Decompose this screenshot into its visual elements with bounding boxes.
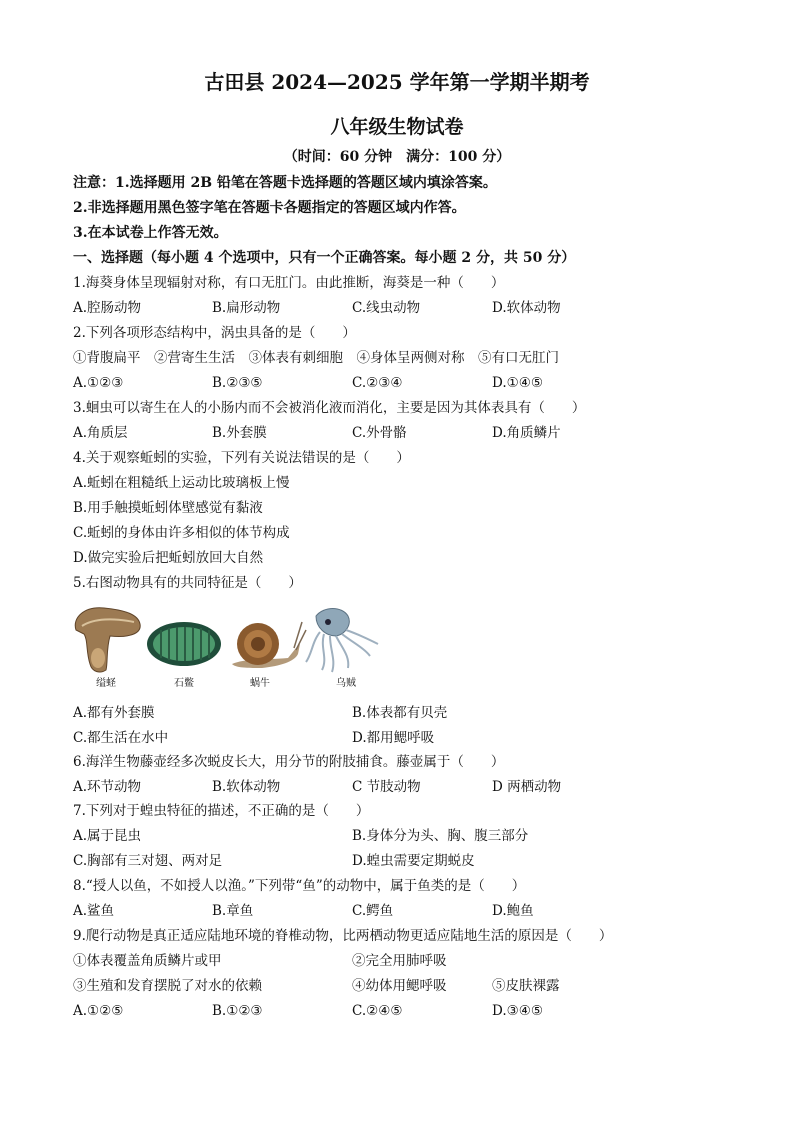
q2-items: ①背腹扁平 ②营寄生生活 ③体表有刺细胞 ④身体呈两侧对称 ⑤有口无肛门 — [73, 350, 559, 366]
q4-option-b: B.用手触摸蚯蚓体壁感觉有黏液 — [73, 500, 263, 516]
section-heading: 一、选择题（每小题 4 个选项中，只有一个正确答案。每小题 2 分，共 50 分） — [73, 250, 576, 266]
question-7-stem: 7.下列对于蝗虫特征的描述，不正确的是（ ） — [73, 803, 370, 819]
q9-option-a: A.①②⑤ — [73, 1003, 124, 1019]
question-1-stem: 1.海葵身体呈现辐射对称，有口无肛门。由此推断，海葵是一种（ ） — [73, 275, 505, 291]
note-1: 注意：1.选择题用 2B 铅笔在答题卡选择题的答题区域内填涂答案。 — [73, 175, 497, 191]
q6-option-d: D 两栖动物 — [492, 779, 562, 795]
q9-option-b: B.①②③ — [212, 1003, 263, 1019]
q9-option-d: D.③④⑤ — [492, 1003, 543, 1019]
razor-clam-image — [75, 608, 140, 672]
q5-option-c: C.都生活在水中 — [73, 730, 169, 746]
q3-option-a: A.角质层 — [73, 425, 128, 441]
q5-option-a: A.都有外套膜 — [73, 705, 155, 721]
q9-item-2: ②完全用肺呼吸 — [352, 953, 447, 969]
q8-option-c: C.鳄鱼 — [352, 903, 394, 919]
q2-option-b: B.②③⑤ — [212, 375, 263, 391]
caption-chiton: 石鳖 — [174, 678, 194, 689]
q4-option-c: C.蚯蚓的身体由许多相似的体节构成 — [73, 525, 290, 541]
question-6-stem: 6.海洋生物藤壶经多次蜕皮长大，用分节的附肢捕食。藤壶属于（ ） — [73, 754, 505, 770]
q9-item-1: ①体表覆盖角质鳞片或甲 — [73, 953, 222, 969]
q1-option-a: A.腔肠动物 — [73, 300, 142, 316]
q4-option-d: D.做完实验后把蚯蚓放回大自然 — [73, 550, 264, 566]
q7-option-b: B.身体分为头、胸、腹三部分 — [352, 828, 529, 844]
question-5-stem: 5.右图动物具有的共同特征是（ ） — [73, 575, 302, 591]
q3-option-b: B.外套膜 — [212, 425, 267, 441]
q4-option-a: A.蚯蚓在粗糙纸上运动比玻璃板上慢 — [73, 475, 290, 491]
q3-option-c: C.外骨骼 — [352, 425, 407, 441]
question-9-stem: 9.爬行动物是真正适应陆地环境的脊椎动物，比两栖动物更适应陆地生活的原因是（ ） — [73, 928, 613, 944]
q9-option-c: C.②④⑤ — [352, 1003, 403, 1019]
q6-option-a: A.环节动物 — [73, 779, 142, 795]
question-4-stem: 4.关于观察蚯蚓的实验，下列有关说法错误的是（ ） — [73, 450, 410, 466]
note-2: 2.非选择题用黑色签字笔在答题卡各题指定的答题区域内作答。 — [73, 200, 466, 216]
q8-option-b: B.章鱼 — [212, 903, 254, 919]
q1-option-d: D.软体动物 — [492, 300, 561, 316]
q1-option-b: B.扁形动物 — [212, 300, 281, 316]
time-info: （时间：60 分钟 满分：100 分） — [283, 149, 511, 165]
q2-option-c: C.②③④ — [352, 375, 403, 391]
note-3: 3.在本试卷上作答无效。 — [73, 225, 228, 241]
caption-razor-clam: 缢蛏 — [96, 678, 116, 689]
question-2-stem: 2.下列各项形态结构中，涡虫具备的是（ ） — [73, 325, 356, 341]
chiton-image — [147, 622, 221, 666]
exam-title: 古田县 2024—2025 学年第一学期半期考 — [204, 70, 590, 94]
snail-image — [232, 622, 306, 668]
q6-option-c: C 节肢动物 — [352, 779, 421, 795]
q5-option-b: B.体表都有贝壳 — [352, 705, 448, 721]
squid-image — [306, 609, 378, 673]
question-8-stem: 8.“授人以鱼，不如授人以渔。”下列带“鱼”的动物中，属于鱼类的是（ ） — [73, 878, 526, 894]
q7-option-a: A.属于昆虫 — [73, 828, 142, 844]
q6-option-b: B.软体动物 — [212, 779, 281, 795]
q7-option-c: C.胸部有三对翅、两对足 — [73, 853, 223, 869]
exam-subtitle: 八年级生物试卷 — [330, 116, 464, 138]
q3-option-d: D.角质鳞片 — [492, 425, 561, 441]
q2-option-d: D.①④⑤ — [492, 375, 543, 391]
q1-option-c: C.线虫动物 — [352, 300, 421, 316]
q9-item-4: ④幼体用鳃呼吸 — [352, 978, 447, 994]
q8-option-a: A.鲨鱼 — [73, 903, 115, 919]
q9-item-3: ③生殖和发育摆脱了对水的依赖 — [73, 978, 262, 994]
caption-squid: 乌贼 — [336, 678, 356, 689]
q7-option-d: D.蝗虫需要定期蜕皮 — [352, 853, 475, 869]
q2-option-a: A.①②③ — [73, 375, 124, 391]
caption-snail: 蜗牛 — [250, 678, 270, 689]
q5-option-d: D.都用鳃呼吸 — [352, 730, 435, 746]
question-3-stem: 3.蛔虫可以寄生在人的小肠内而不会被消化液而消化，主要是因为其体表具有（ ） — [73, 400, 586, 416]
q8-option-d: D.鲍鱼 — [492, 903, 534, 919]
q9-item-5: ⑤皮肤裸露 — [492, 978, 560, 994]
